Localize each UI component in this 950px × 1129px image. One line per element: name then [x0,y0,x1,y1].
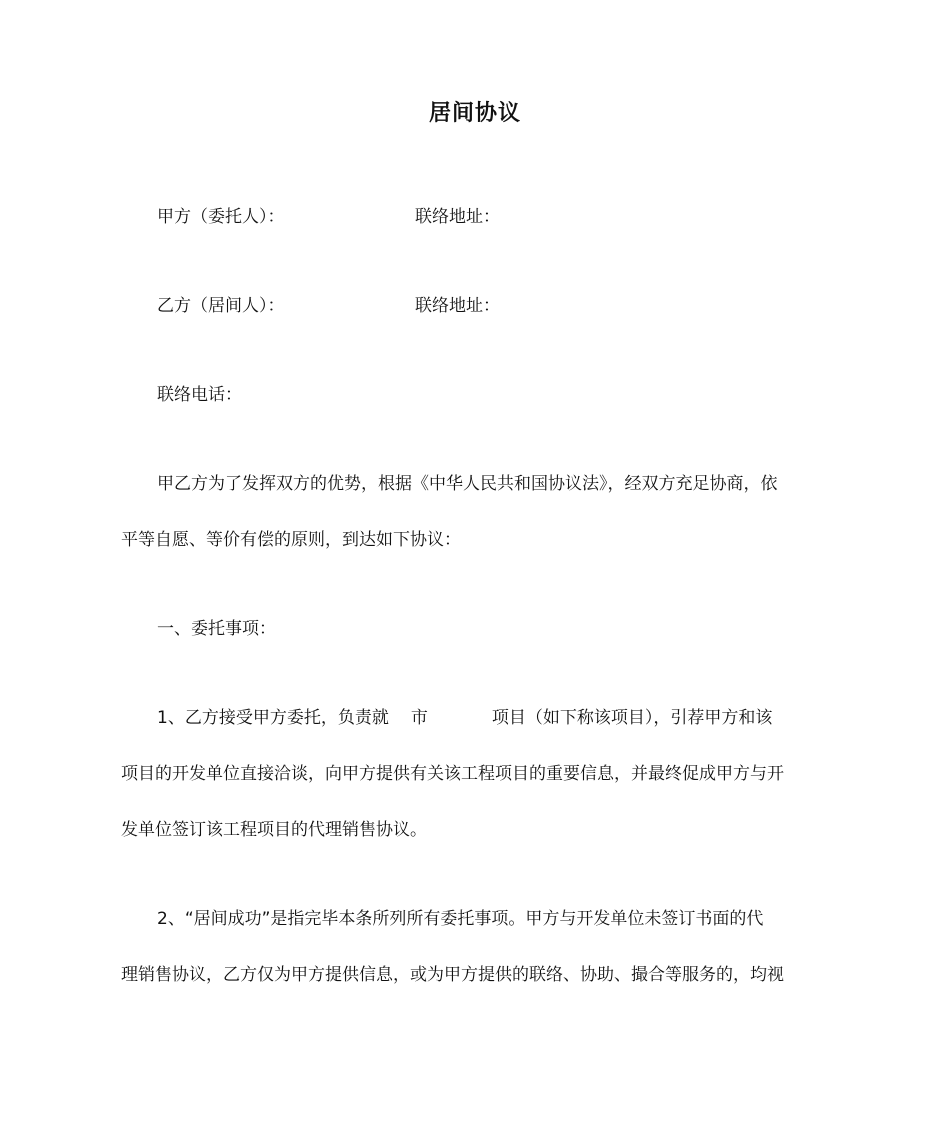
clause-1-part-2: 市 [410,708,428,728]
clause-2-line-2: 理销售协议，乙方仅为甲方提供信息，或为甲方提供的联络、协助、撮合等服务的，均视 [121,965,784,985]
party-a-address-label: 联络地址： [415,207,500,227]
clause-2-line-1: 2、“居间成功”是指完毕本条所列所有委托事项。甲方与开发单位未签订书面的代 [157,909,764,929]
section-1-heading: 一、委托事项： [157,619,276,639]
clause-1-line-3: 发单位签订该工程项目的代理销售协议。 [121,820,427,840]
clause-1-part-3: 项目（如下称该项目），引荐甲方和该 [491,708,773,728]
preamble-line-1: 甲乙方为了发挥双方的优势，根据《中华人民共和国协议法》，经双方充足协商，依 [157,474,778,494]
party-a-label: 甲方（委托人）： [157,207,285,227]
clause-1-line-1 [157,706,772,730]
party-b-address-label: 联络地址： [415,296,500,316]
clause-1-line-2: 项目的开发单位直接洽谈，向甲方提供有关该工程项目的重要信息，并最终促成甲方与开 [121,764,784,784]
phone-label: 联络电话： [157,385,242,405]
preamble-line-2: 平等自愿、等价有偿的原则，到达如下协议： [121,530,461,550]
clause-1-part-1: 1、乙方接受甲方委托，负责就 [157,708,389,728]
document-title: 居间协议 [428,101,521,126]
party-b-label: 乙方（居间人）： [157,296,285,316]
